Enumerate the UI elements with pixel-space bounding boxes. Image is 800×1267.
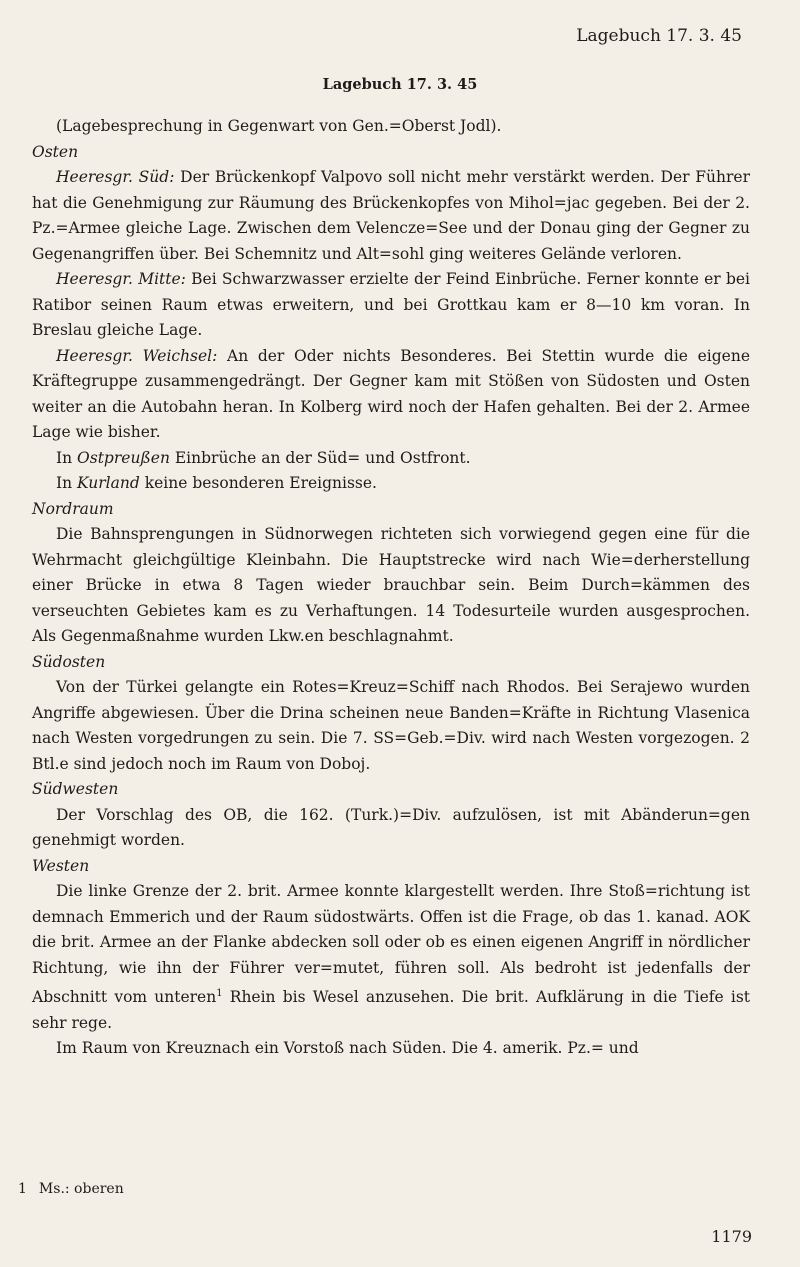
place-kurland: Kurland (77, 474, 140, 492)
footnote (18, 1181, 124, 1197)
page-number: 1179 (711, 1227, 752, 1246)
heading-westen: Westen (32, 856, 90, 875)
text-heeresgr-mitte: Bei Schwarzwasser erzielte der Feind Einbrüche. Ferner konnte er bei Ratibor seinen Raum etwas erweitern, und bei Grottkau kam er 8—10 km voran. In Breslau gleiche Lage. (32, 270, 750, 339)
text-heeresgr-weichsel: An der Oder nichts Besonderes. Bei Stettin wurde die eigene Kräftegruppe zusammengedrängt. Der Gegner kam mit Stößen von Südosten und Osten weiter an die Autobahn heran. In Kolberg wird noch der Hafen gehalten. Bei der 2. Armee Lage wie bisher. (32, 346, 750, 441)
paragraph-suedosten: Von der Türkei gelangte ein Rotes=Kreuz=Schiff nach Rhodos. Bei Serajewo wurden Angriffe abgewiesen. Über die Drina scheinen neue Banden=Kräfte in Richtung Vlasenica nach Westen vorgedrungen zu sein. Die 7. SS=Geb.=Div. wird nach Westen vorgezogen. 2 Btl.e sind jedoch noch im Raum von Doboj. (32, 678, 750, 773)
paragraph-heeresgr-weichsel (32, 344, 750, 446)
runin-heeresgr-mitte: Heeresgr. Mitte: (56, 270, 186, 288)
paragraph-nordraum: Die Bahnsprengungen in Südnorwegen richteten sich vorwiegend gegen eine für die Wehrmacht gleichgültige Kleinbahn. Die Hauptstrecke wird nach Wie=derherstellung einer Brücke in etwa 8 Tagen wieder brauchbar sein. Beim Durch=kämmen des verseuchten Gebietes kam es zu Verhaftungen. 14 Todesurteile wurden ausgesprochen. Als Gegenmaßnahme wurden Lkw.en beschlagnahmt. (32, 525, 750, 645)
body-text (32, 114, 750, 1062)
section-title: Lagebuch 17. 3. 45 (322, 76, 478, 93)
paragraph-heeresgr-sued (32, 165, 750, 267)
runin-heeresgr-weichsel: Heeresgr. Weichsel: (56, 346, 218, 365)
paragraph-kurland: In Kurland keine besonderen Ereignisse. (56, 474, 377, 492)
paragraph-westen-1: Die linke Grenze der 2. brit. Armee konnte klargestellt werden. Ihre Stoß=richtung ist demnach Emmerich und der Raum südostwärts. Offen ist die Frage, ob das 1. kanad. AOK die brit. Armee an der Flanke abdecken soll oder ob es einen eigenen Angriff in nördlicher Richtung, wie ihn der Führer ver=mutet, führen soll. Als bedroht ist jedenfalls der Abschnitt vom unteren$^1$ Rhein bis Wesel anzusehen. Die brit. Aufklärung in die Tiefe ist sehr rege. (32, 882, 750, 1032)
place-ostpreussen: Ostpreußen (77, 448, 170, 467)
paragraph-heeresgr-mitte (32, 267, 750, 344)
footnote-number: 1 (18, 1181, 27, 1197)
heading-nordraum: Nordraum (32, 499, 114, 518)
paragraph-suedwesten: Der Vorschlag des OB, die 162. (Turk.)=Div. aufzulösen, ist mit Abänderun=gen genehmigt worden. (32, 805, 750, 849)
paragraph-ostpreussen: In Ostpreußen Einbrüche an der Süd= und Ostfront. (56, 448, 471, 467)
footnote-text: Ms.: oberen (38, 1181, 124, 1197)
running-head: Lagebuch 17. 3. 45 (576, 26, 742, 46)
paragraph-westen-2: Im Raum von Kreuznach ein Vorstoß nach Süden. Die 4. amerik. Pz.= und (56, 1039, 639, 1058)
text-heeresgr-sued: Der Brückenkopf Valpovo soll nicht mehr verstärkt werden. Der Führer hat die Genehmigung zur Räumung des Brückenkopfes von Mihol=jac gegeben. Bei der 2. Pz.=Armee gleiche Lage. Zwischen dem Velencze=See und der Donau ging der Gegner zu Gegenangriffen über. Bei Schemnitz und Alt=sohl ging weiteres Gelände verloren. (32, 168, 750, 263)
heading-suedwesten: Südwesten (32, 780, 119, 798)
heading-suedosten: Südosten (32, 652, 106, 671)
runin-heeresgr-sued: Heeresgr. Süd: (56, 168, 175, 186)
heading-osten: Osten (32, 142, 79, 161)
footnote-ref: 1 (216, 988, 223, 999)
intro-paragraph: (Lagebesprechung in Gegenwart von Gen.=Oberst Jodl). (56, 117, 502, 135)
